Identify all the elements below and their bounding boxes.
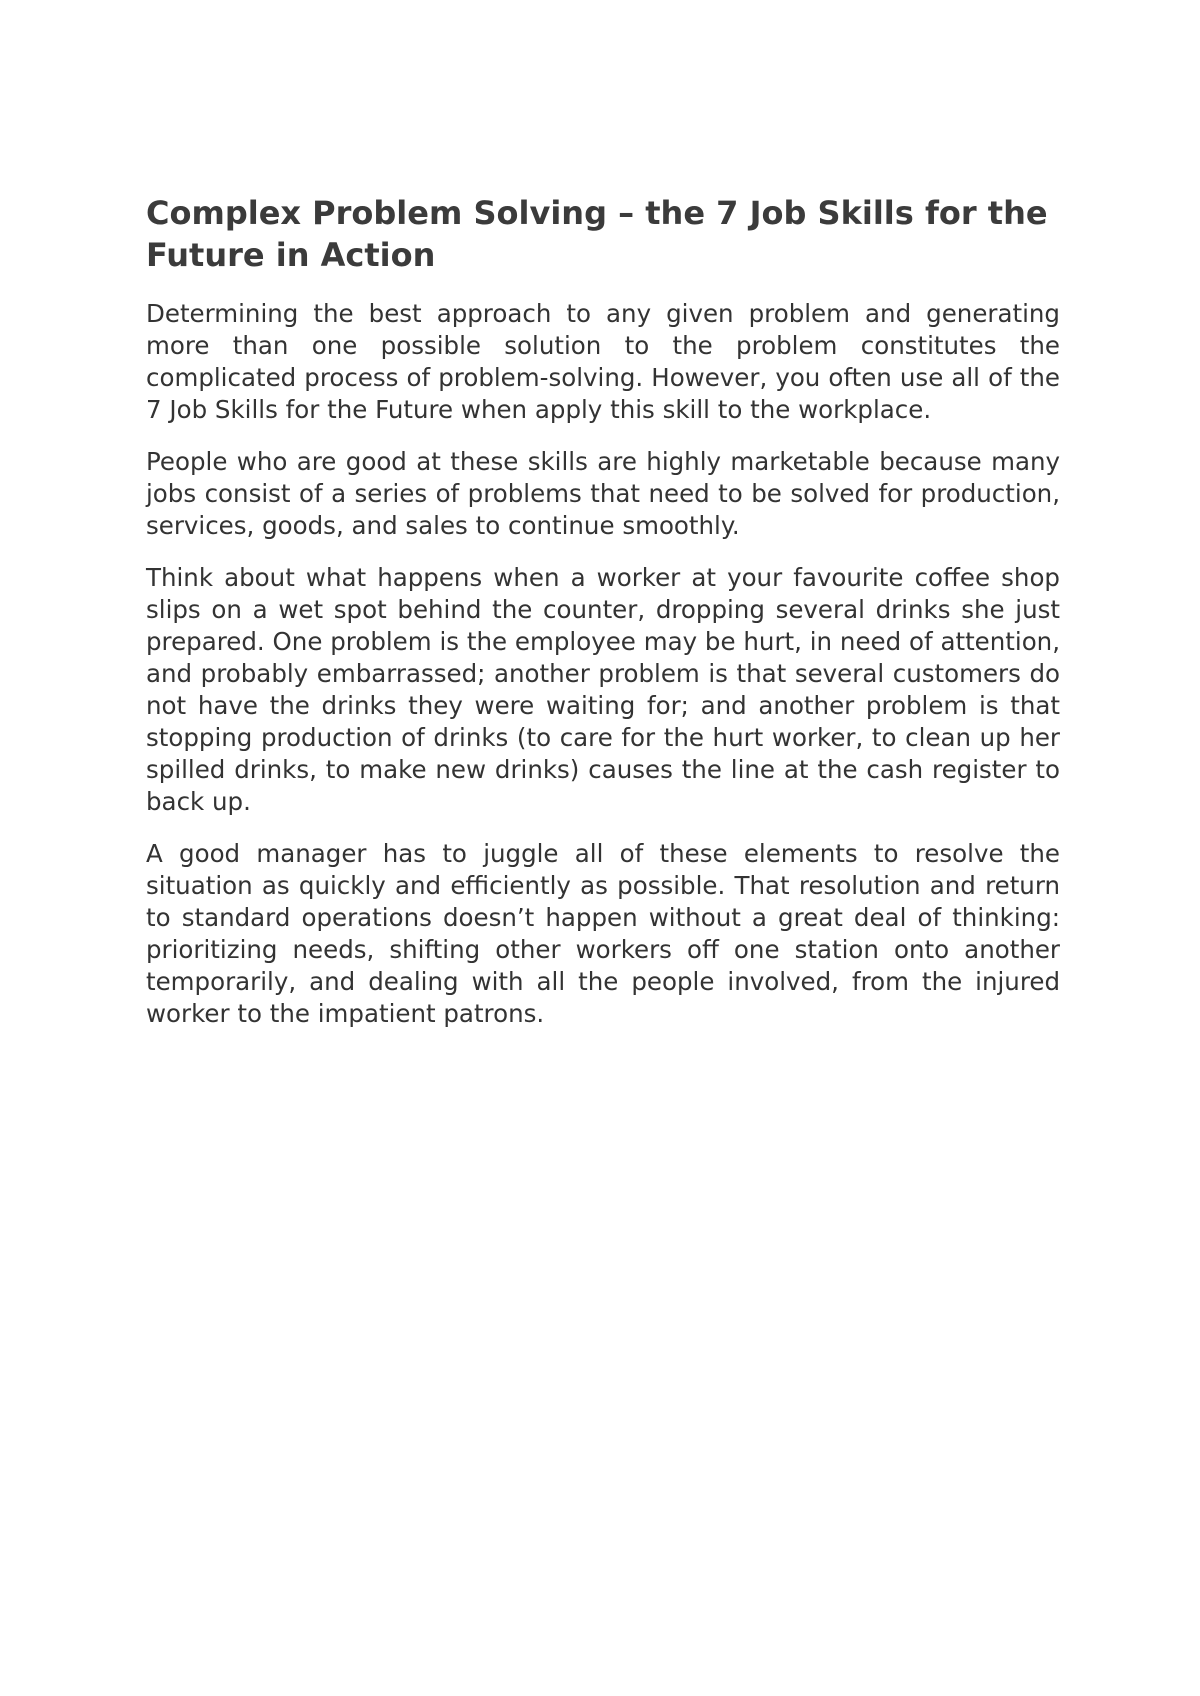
document-title: Complex Problem Solving – the 7 Job Skills for the Future in Action	[146, 194, 1048, 274]
paragraph-4: A good manager has to juggle all of these elements to resolve the situation as quickly and efficiently as possible. That resolution and return to standard operations doesn’t happen without a great deal of thinking: prioritizing needs, shifting other workers off one station onto another temporarily, and dealing with all the people involved, from the injured worker to the impatient patrons.	[146, 839, 1060, 1028]
paragraph-1: Determining the best approach to any given problem and generating more than one possible solution to the problem constitutes the complicated process of problem-solving. However, you often use all of the 7 Job Skills for the Future when apply this skill to the workplace.	[146, 299, 1060, 424]
document-page	[146, 192, 1060, 1050]
paragraph-2: People who are good at these skills are highly marketable because many jobs consist of a series of problems that need to be solved for production, services, goods, and sales to continue smoothly.	[146, 447, 1060, 540]
paragraph-3: Think about what happens when a worker at your favourite coffee shop slips on a wet spot behind the counter, dropping several drinks she just prepared. One problem is the employee may be hurt, in need of attention, and probably embarrassed; another problem is that several customers do not have the drinks they were waiting for; and another problem is that stopping production of drinks (to care for the hurt worker, to clean up her spilled drinks, to make new drinks) causes the line at the cash register to back up.	[146, 563, 1060, 816]
